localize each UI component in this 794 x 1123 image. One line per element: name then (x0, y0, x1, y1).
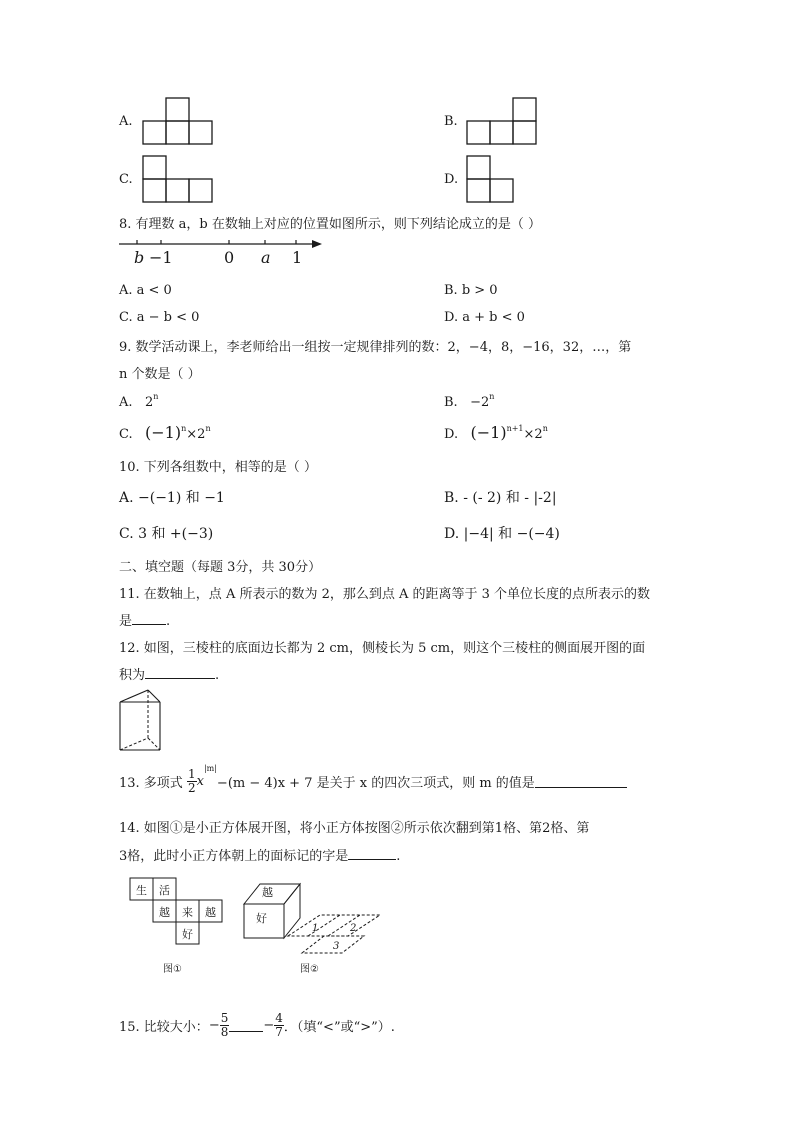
q7-option-a-label: A. (119, 114, 133, 129)
q12-line1: 12. 如图，三棱柱的底面边长都为 2 cm，侧棱长为 5 cm，则这个三棱柱的侧面展开图的面 (119, 641, 646, 656)
q14-cell-1: 1 (312, 923, 319, 934)
q7-option-a-figure (143, 98, 215, 146)
q9-option-c-label: C. (119, 427, 133, 442)
q11-line2-text: 是 (119, 614, 133, 629)
q12-line2-text: 积为 (119, 668, 146, 683)
q10-stem: 10. 下列各组数中，相等的是（ ） (119, 460, 317, 475)
q7-option-c-figure (143, 156, 215, 204)
q13 (119, 764, 627, 795)
q12-line2 (119, 664, 219, 683)
q8-stem: 8. 有理数 a，b 在数轴上对应的位置如图所示，则下列结论成立的是（ ） (119, 217, 542, 232)
q15-fraction1-sign: − (208, 1018, 220, 1033)
q14-cube-front: 好 (256, 912, 267, 925)
q10-option-b: B. - (- 2) 和 - |-2| (444, 490, 557, 506)
q15-fraction2 (274, 1012, 284, 1039)
q10-option-a: A. −(−1) 和 −1 (119, 490, 225, 506)
q9-stem-line2: n 个数是（ ） (119, 367, 201, 382)
q15-fraction1-num: 5 (220, 1011, 229, 1025)
q14-line2-text: 3格，此时小正方体朝上的面标记的字是 (119, 849, 349, 864)
q9-stem-line1: 9. 数学活动课上，李老师给出一组按一定规律排列的数：2，−4，8，−16，32，…，第 (119, 340, 632, 355)
q7-option-b-label: B. (444, 114, 458, 129)
q9-option-b-base: −2 (470, 395, 490, 410)
q8-axis-label-one: 1 (292, 248, 303, 267)
q9-option-c-expr: (−1) (145, 423, 182, 442)
q9-option-a-exp: n (153, 392, 159, 401)
q15-fraction2-sign: − (263, 1018, 275, 1033)
q9-option-d-expr: (−1) (470, 423, 507, 442)
q14-net-cell5: 越 (205, 906, 216, 919)
q13-exp: |m| (203, 764, 217, 773)
q7-option-d-figure (467, 156, 517, 204)
q9-option-d-tail-exp: n (542, 424, 548, 433)
q15-suffix: ．（填“<”或“>”）. (283, 1020, 395, 1035)
q9-option-c-tail-exp: n (205, 424, 211, 433)
q14-cube-top: 越 (262, 886, 273, 899)
q11-line1: 11. 在数轴上，点 A 所表示的数为 2，那么到点 A 的距离等于 3 个单位长度的点所表示的数 (119, 587, 651, 602)
q14-end: . (396, 849, 401, 864)
q14-net-cell6: 好 (182, 928, 193, 941)
q14-line2 (119, 845, 400, 864)
q7-option-d-label: D. (444, 172, 459, 187)
q15-prefix: 15. 比较大小： (119, 1020, 209, 1035)
q14-line1: 14. 如图①是小正方体展开图，将小正方体按图②所示依次翻到第1格、第2格、第 (119, 821, 590, 836)
q9-option-d-exp: n+1 (506, 424, 524, 433)
q11-line2 (119, 610, 170, 629)
q9-option-d (444, 423, 548, 442)
q13-fraction-num: 1 (187, 767, 196, 781)
q10-option-c: C. 3 和 +(−3) (119, 526, 214, 542)
q8-option-a: A. a < 0 (119, 283, 172, 298)
q14-cell-3: 3 (333, 941, 340, 952)
q11-answer-blank[interactable] (132, 612, 166, 625)
q14-cell-2: 2 (350, 923, 357, 934)
q13-fraction (187, 768, 197, 795)
q12-prism-figure (118, 688, 164, 752)
q8-axis-label-zero: 0 (224, 248, 235, 267)
q15-fraction1 (220, 1012, 230, 1039)
q14-net-cell1: 生 (136, 884, 147, 897)
q9-option-a (119, 392, 158, 410)
q14-net-cell3: 越 (159, 906, 170, 919)
q8-axis-label-a: a (261, 248, 271, 267)
q8-axis-label-b: b (134, 248, 145, 267)
q7-option-b-figure (467, 98, 539, 146)
q8-option-b: B. b > 0 (444, 283, 498, 298)
q13-fraction-den: 2 (187, 781, 196, 795)
q15-fraction1-den: 8 (220, 1025, 229, 1039)
section-heading: 二、填空题（每题 3分，共 30分） (119, 560, 322, 575)
q14-net-cell2: 活 (159, 884, 170, 897)
q8-option-c: C. a − b < 0 (119, 310, 200, 325)
q10-option-d: D. |−4| 和 −(−4) (444, 526, 560, 542)
q15-answer-blank[interactable] (229, 1019, 263, 1032)
q12-answer-blank[interactable] (145, 666, 215, 679)
q14-fig1-caption: 图① (163, 964, 182, 975)
q13-middle: −(m − 4)x + 7 是关于 x 的四次三项式，则 m 的值是 (216, 776, 535, 791)
q9-option-a-label: A. (119, 395, 133, 410)
q9-option-b-label: B. (444, 395, 458, 410)
q9-option-d-tail: ×2 (523, 427, 543, 442)
q15-fraction2-num: 4 (275, 1011, 283, 1025)
q9-option-c (119, 423, 211, 442)
q9-option-a-base: 2 (144, 395, 154, 410)
q9-option-c-tail: ×2 (186, 427, 206, 442)
q9-option-c-exp: n (181, 424, 187, 433)
q8-option-d: D. a + b < 0 (444, 310, 525, 325)
q8-axis-label-neg1: −1 (149, 248, 173, 267)
q13-answer-blank[interactable] (535, 775, 627, 788)
q12-end: . (215, 668, 220, 683)
q9-option-d-label: D. (444, 427, 459, 442)
q15 (119, 1012, 395, 1039)
q14-answer-blank[interactable] (348, 847, 396, 860)
q14-fig2-caption: 图② (300, 964, 319, 975)
q9-option-b (444, 392, 494, 410)
q11-end: . (166, 614, 171, 629)
q14-net-cell4: 来 (182, 906, 193, 919)
q13-var: x (196, 774, 204, 789)
q13-prefix: 13. 多项式 (119, 776, 183, 791)
q9-option-b-exp: n (489, 392, 495, 401)
q15-fraction2-den: 7 (275, 1025, 283, 1039)
q7-option-c-label: C. (119, 172, 133, 187)
